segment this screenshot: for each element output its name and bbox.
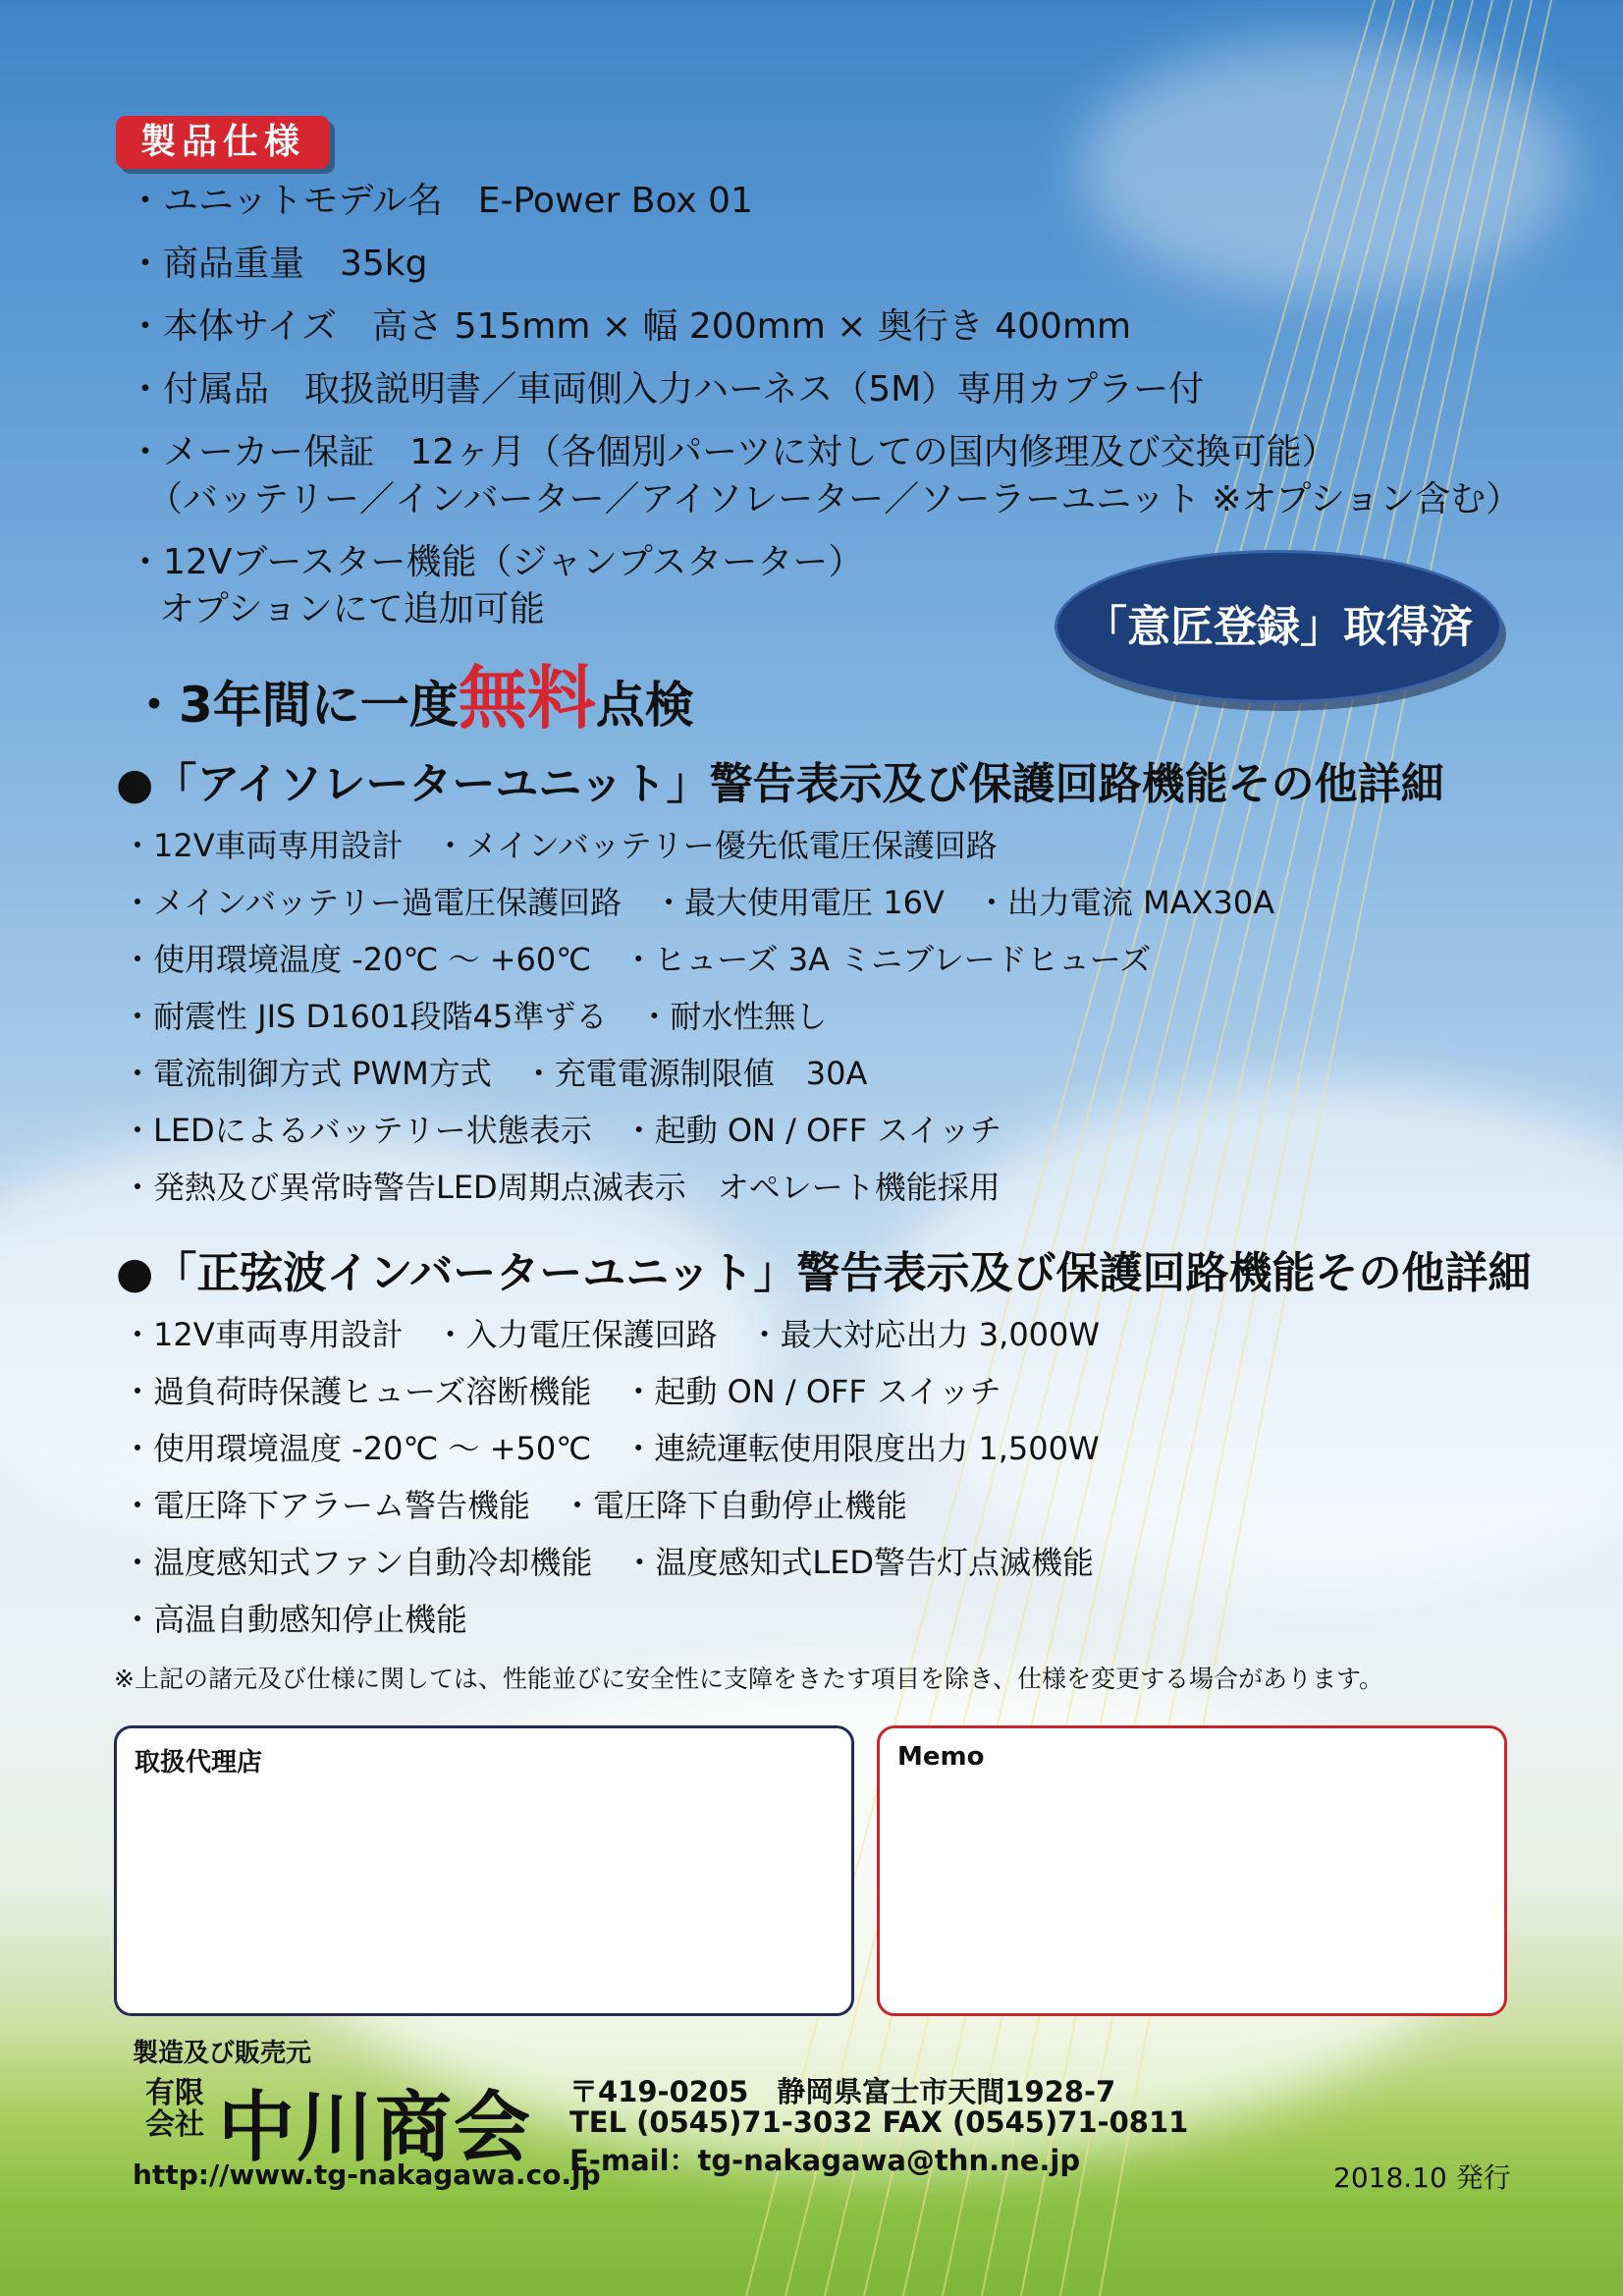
company-type: 有限会社 xyxy=(145,2076,204,2142)
isolator-item: ・発熱及び異常時警告LED周期点滅表示 オペレート機能採用 xyxy=(122,1169,1001,1206)
dealer-box xyxy=(114,1725,854,2016)
spec-warranty-detail: （バッテリー／インバーター／アイソレーター／ソーラーユニット ※オプション含む） xyxy=(147,479,1522,519)
inverter-section-title: ●「正弦波インバーターユニット」警告表示及び保護回路機能その他詳細 xyxy=(116,1248,1532,1298)
inverter-item: ・温度感知式ファン自動冷却機能 ・温度感知式LED警告灯点滅機能 xyxy=(122,1544,1095,1581)
spec-size: ・本体サイズ 高さ 515mm × 幅 200mm × 奥行き 400mm xyxy=(128,306,1132,347)
inverter-item: ・使用環境温度 -20℃ ～ +50℃ ・連続運転使用限度出力 1,500W xyxy=(122,1430,1100,1467)
spec-booster: ・12Vブースター機能（ジャンプスターター） xyxy=(128,542,864,582)
isolator-item: ・12V車両専用設計 ・メインバッテリー優先低電圧保護回路 xyxy=(122,827,998,864)
isolator-section-title: ●「アイソレーターユニット」警告表示及び保護回路機能その他詳細 xyxy=(116,759,1444,809)
spec-model-name: ・ユニットモデル名 E-Power Box 01 xyxy=(128,181,753,221)
inverter-item: ・過負荷時保護ヒューズ溶断機能 ・起動 ON / OFF スイッチ xyxy=(122,1373,1001,1410)
spec-badge: 製品仕様 xyxy=(116,116,330,169)
design-registration-text: 「意匠登録」取得済 xyxy=(1084,602,1473,652)
company-address: 〒419-0205 静岡県富士市天間1928-7 xyxy=(569,2075,1116,2108)
isolator-item: ・LEDによるバッテリー状態表示 ・起動 ON / OFF スイッチ xyxy=(122,1112,1002,1149)
spec-warranty: ・メーカー保証 12ヶ月（各個別パーツに対しての国内修理及び交換可能） xyxy=(128,432,1337,472)
inverter-item: ・高温自動感知停止機能 xyxy=(122,1601,468,1638)
company-phone-fax: TEL (0545)71-3032 FAX (0545)71-0811 xyxy=(569,2105,1189,2139)
isolator-item: ・電流制御方式 PWM方式 ・充電電源制限値 30A xyxy=(122,1055,868,1092)
issue-date: 2018.10 発行 xyxy=(1333,2161,1511,2194)
free-word: 無料 xyxy=(458,658,596,738)
company-email: E-mail：tg-nakagawa@thn.ne.jp xyxy=(569,2144,1081,2177)
dealer-box-label: 取扱代理店 xyxy=(135,1748,263,1777)
free-inspection-suffix: 点検 xyxy=(595,677,694,734)
isolator-item: ・メインバッテリー過電圧保護回路 ・最大使用電圧 16V ・出力電流 MAX30A xyxy=(122,884,1275,921)
inverter-item: ・電圧降下アラーム警告機能 ・電圧降下自動停止機能 xyxy=(122,1487,908,1524)
spec-accessories: ・付属品 取扱説明書／車両側入力ハーネス（5M）専用カプラー付 xyxy=(128,369,1205,410)
company-name-logo: 中川商会 xyxy=(218,2084,533,2172)
company-website-link[interactable]: http://www.tg-nakagawa.co.jp xyxy=(133,2159,601,2191)
spec-booster-option: オプションにて追加可能 xyxy=(159,589,545,629)
isolator-item: ・使用環境温度 -20℃ ～ +60℃ ・ヒューズ 3A ミニブレードヒューズ xyxy=(122,941,1152,978)
spec-change-note: ※上記の諸元及び仕様に関しては、性能並びに安全性に支障をきたす項目を除き、仕様を変更する場合があります。 xyxy=(114,1665,1383,1693)
isolator-item: ・耐震性 JIS D1601段階45準ずる ・耐水性無し xyxy=(122,998,828,1035)
free-inspection-line xyxy=(130,643,694,742)
memo-box-label: Memo xyxy=(897,1742,985,1772)
memo-box xyxy=(877,1725,1507,2016)
background-cloud xyxy=(1080,39,1571,295)
inverter-item: ・12V車両専用設計 ・入力電圧保護回路 ・最大対応出力 3,000W xyxy=(122,1316,1101,1353)
maker-label: 製造及び販売元 xyxy=(133,2039,312,2068)
spec-weight: ・商品重量 35kg xyxy=(128,244,428,284)
free-inspection-prefix: ・3年間に一度 xyxy=(130,677,459,734)
